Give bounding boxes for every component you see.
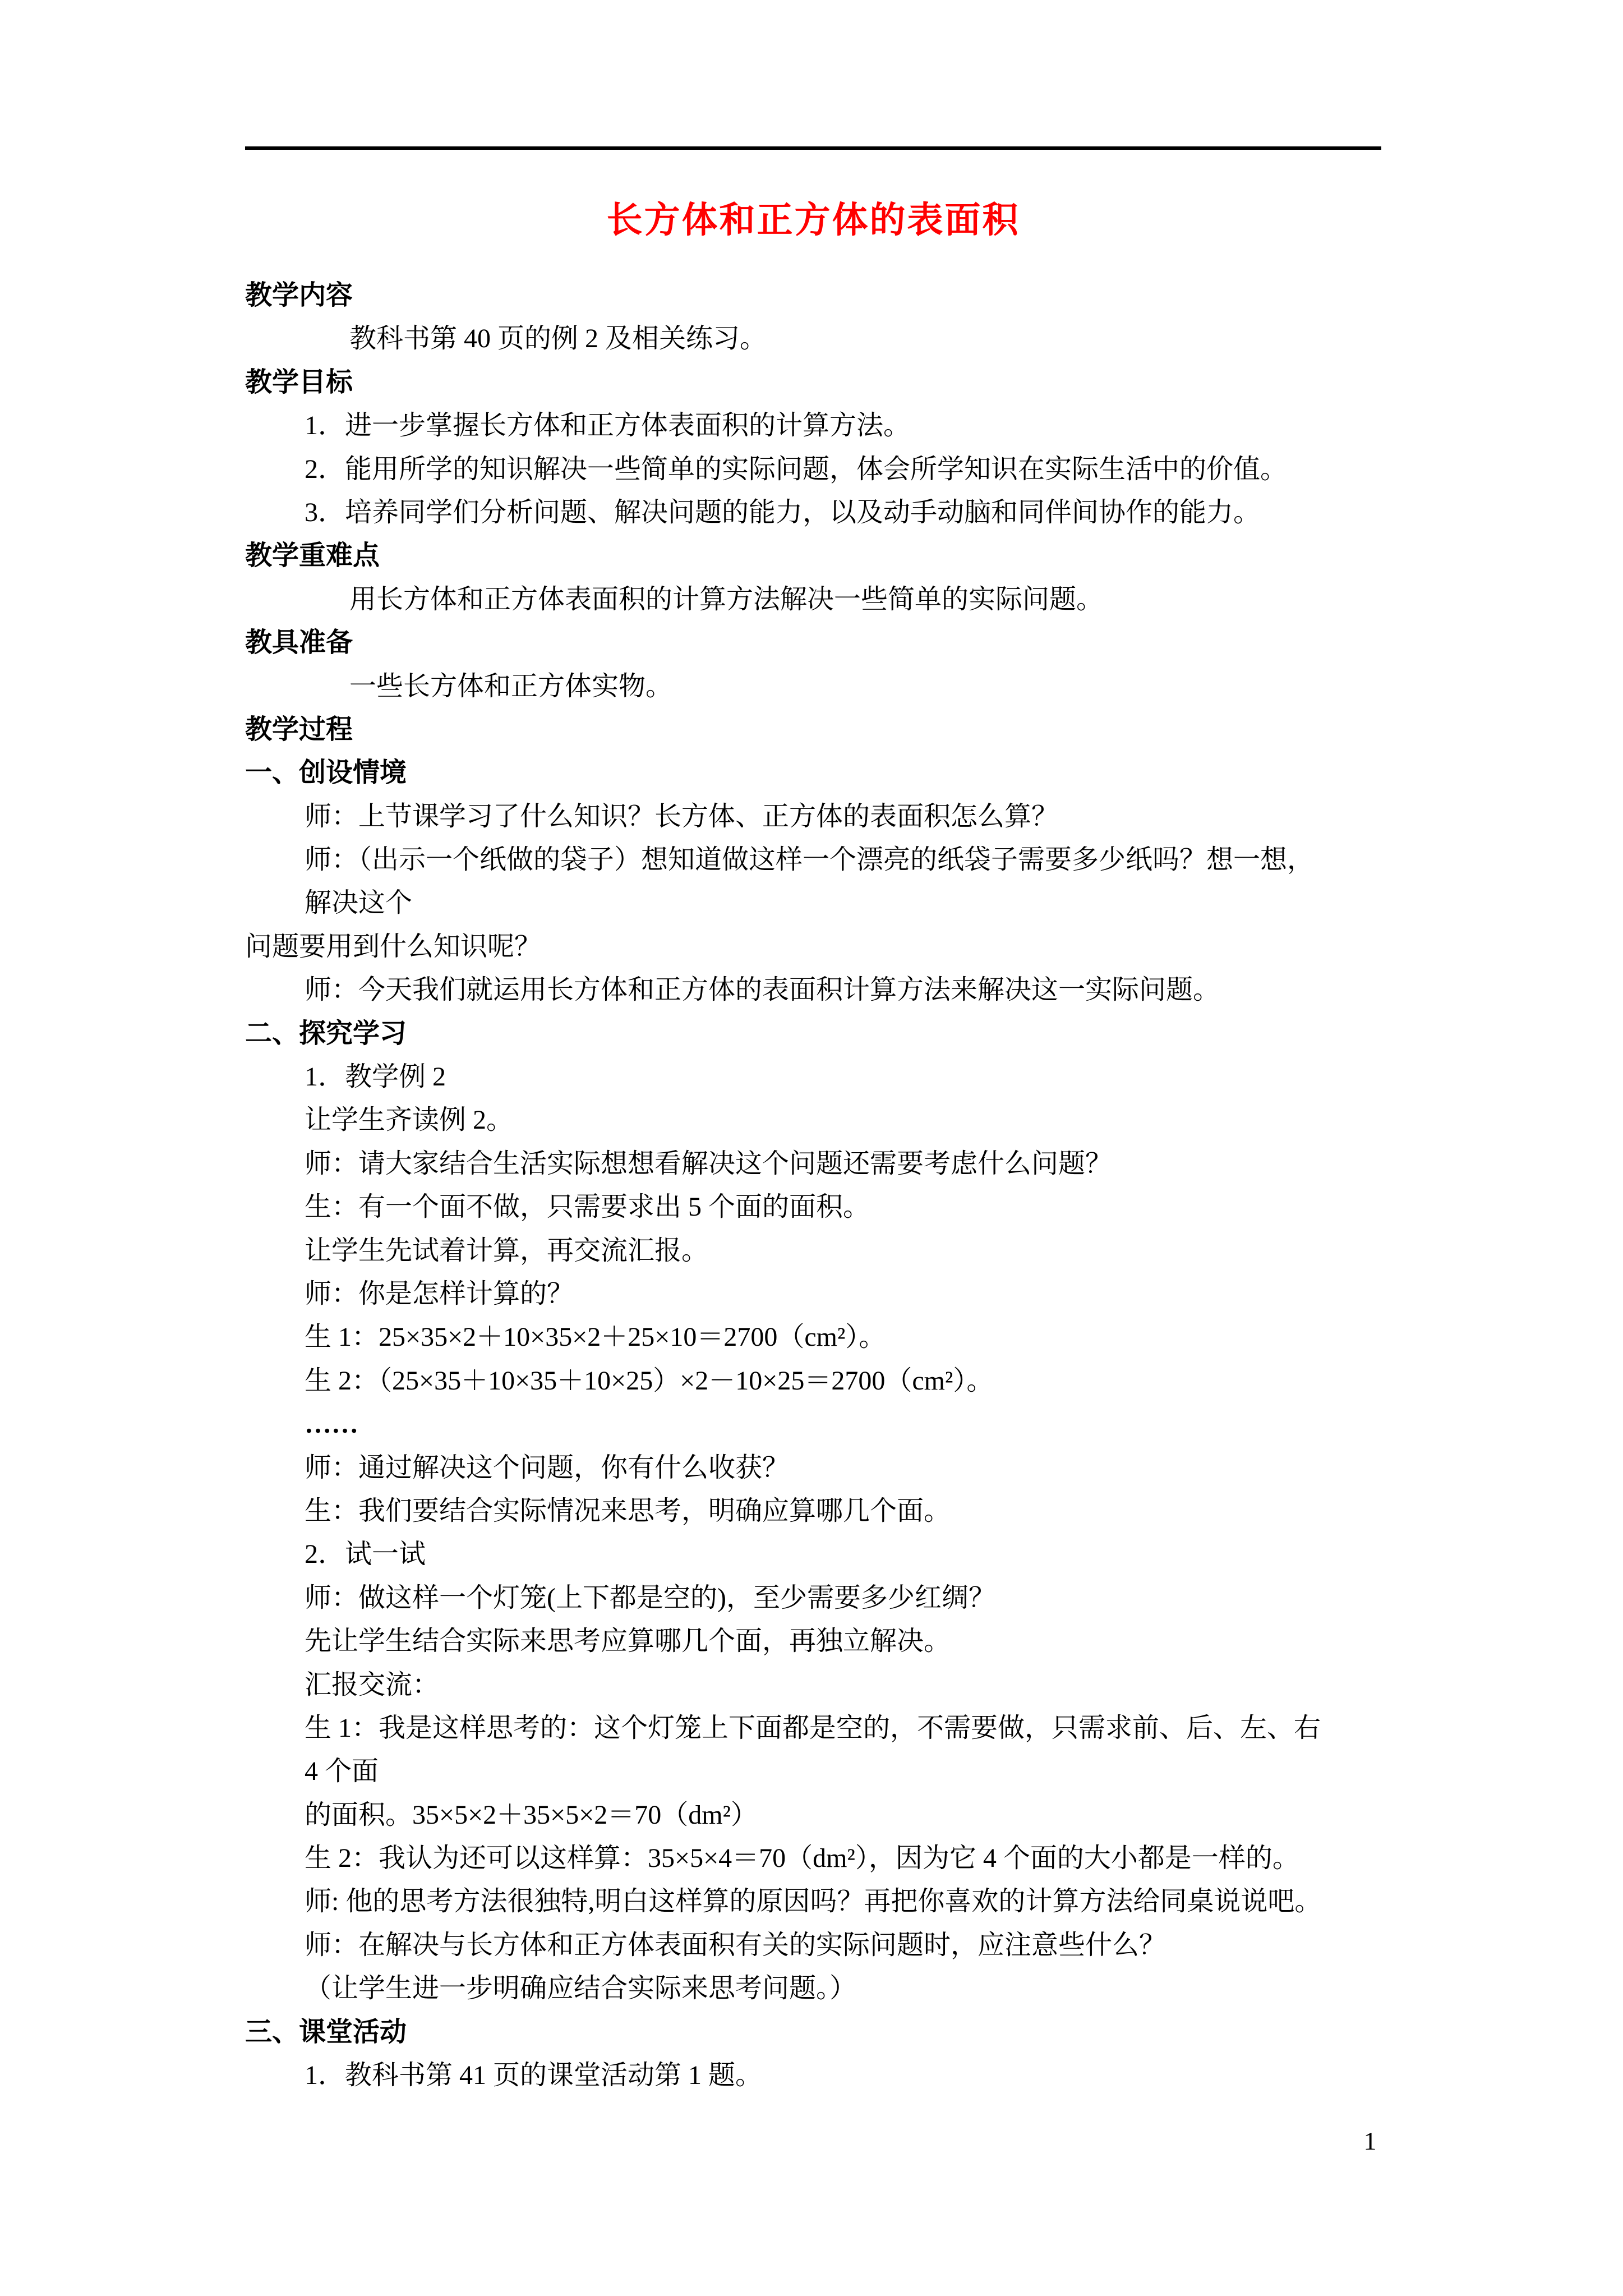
header-rule	[245, 146, 1381, 150]
text-line: 师：上节课学习了什么知识？长方体、正方体的表面积怎么算？	[305, 801, 1059, 831]
text-line: 三、课堂活动	[245, 2017, 407, 2047]
text-line: 的面积。35×5×2＋35×5×2＝70（dm²）	[305, 1800, 758, 1830]
text-line: 2．能用所学的知识解决一些简单的实际问题，体会所学知识在实际生活中的价值。	[305, 454, 1288, 484]
text-line: 让学生齐读例 2。	[305, 1105, 514, 1135]
text-line: 教学目标	[245, 367, 353, 397]
text-line: 问题要用到什么知识呢？	[245, 931, 542, 961]
text-line: 4 个面	[305, 1756, 379, 1787]
text-line: 教学内容	[245, 280, 353, 310]
text-line: 生 2：我认为还可以这样算：35×5×4＝70（dm²），因为它 4 个面的大小都是一样的。	[305, 1843, 1299, 1874]
text-line: 教学重难点	[245, 541, 380, 571]
text-line: 生：有一个面不做，只需要求出 5 个面的面积。	[305, 1192, 870, 1222]
text-line: 解决这个	[305, 888, 413, 918]
text-line: 2．试一试	[305, 1539, 426, 1570]
text-line: 教具准备	[245, 628, 353, 658]
text-line: 师：今天我们就运用长方体和正方体的表面积计算方法来解决这一实际问题。	[305, 975, 1220, 1005]
text-line: 教科书第 40 页的例 2 及相关练习。	[349, 324, 767, 354]
document-title: 长方体和正方体的表面积	[606, 200, 1020, 240]
text-line: 生 1：我是这样思考的：这个灯笼上下面都是空的，不需要做，只需求前、后、左、右	[305, 1713, 1321, 1743]
text-line: 3．培养同学们分析问题、解决问题的能力，以及动手动脑和同伴间协作的能力。	[305, 497, 1261, 527]
text-line: 师：（出示一个纸做的袋子）想知道做这样一个漂亮的纸袋子需要多少纸吗？想一想，	[305, 845, 1315, 875]
page-number: 1	[1363, 2127, 1377, 2155]
text-line: ……	[305, 1409, 358, 1439]
text-line: 用长方体和正方体表面积的计算方法解决一些简单的实际问题。	[349, 584, 1104, 614]
text-line: 一、创设情境	[245, 758, 407, 788]
document-body	[245, 274, 1479, 2097]
text-line: 师：通过解决这个问题，你有什么收获？	[305, 1452, 790, 1483]
text-line: 师：做这样一个灯笼(上下都是空的)，至少需要多少红绸？	[305, 1582, 995, 1613]
text-line: 生：我们要结合实际情况来思考，明确应算哪几个面。	[305, 1496, 951, 1526]
text-line: 1．进一步掌握长方体和正方体表面积的计算方法。	[305, 411, 911, 441]
text-line: 师：在解决与长方体和正方体表面积有关的实际问题时，应注意些什么？	[305, 1930, 1166, 1960]
text-line: 1．教学例 2	[305, 1062, 446, 1092]
text-line: 师：你是怎样计算的？	[305, 1278, 574, 1309]
text-line: 师：请大家结合生活实际想想看解决这个问题还需要考虑什么问题？	[305, 1148, 1113, 1179]
text-line: 先让学生结合实际来思考应算哪几个面，再独立解决。	[305, 1626, 951, 1657]
text-line: 师: 他的思考方法很独特,明白这样算的原因吗？再把你喜欢的计算方法给同桌说说吧。	[305, 1887, 1322, 1917]
text-line: 让学生先试着计算，再交流汇报。	[305, 1235, 709, 1266]
text-line: 汇报交流：	[305, 1669, 440, 1700]
text-line: （让学生进一步明确应结合实际来思考问题。）	[305, 1973, 857, 2004]
text-line: 教学过程	[245, 714, 353, 744]
text-line: 生 1：25×35×2＋10×35×2＋25×10＝2700（cm²）。	[305, 1322, 886, 1352]
text-line: 二、探究学习	[245, 1018, 407, 1048]
text-line: 生 2：（25×35＋10×35＋10×25）×2－10×25＝2700（cm²）。	[305, 1365, 994, 1396]
text-line: 一些长方体和正方体实物。	[349, 671, 673, 701]
text-line: 1．教科书第 41 页的课堂活动第 1 题。	[305, 2060, 763, 2091]
